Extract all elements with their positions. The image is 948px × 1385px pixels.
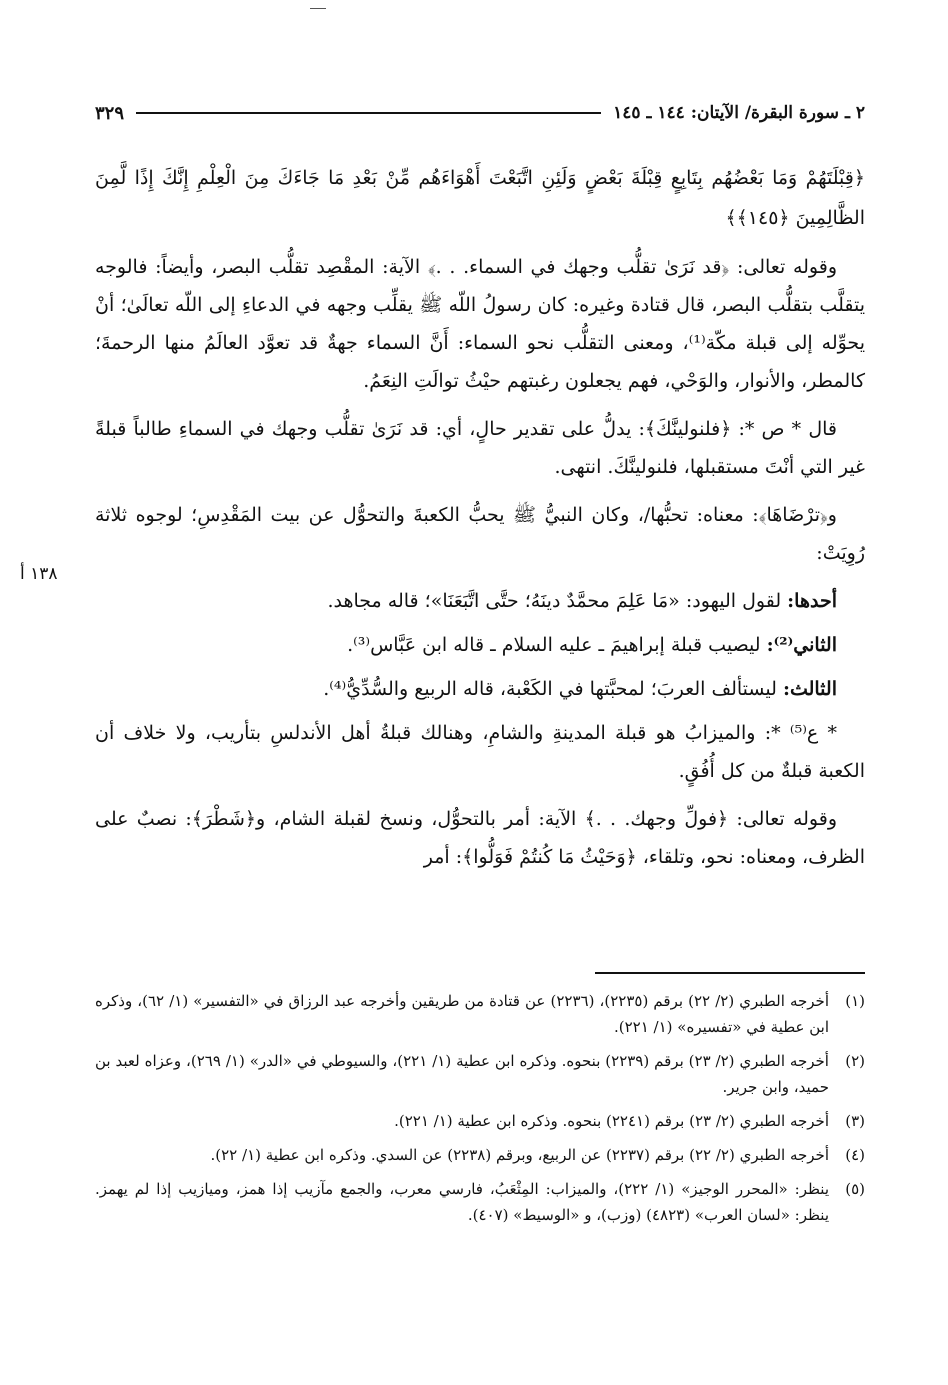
list-item-label: أحدها:: [787, 590, 837, 612]
paragraph-1: وقوله تعالى: ﴿قد نَرَىٰ تقلُّب وجهك في السماء. . .﴾ الآية: المقْصِد تقلُّب البصر، وأيضاً: فالوجه يتقلَّب بتقلُّب البصر، قال قتادة وغيره: كان رسولُ اللّه ﷺ يقلِّب وجهه في الدعاءِ إلى اللّه تعالَىٰ؛ أنْ يحوِّله إلى قبلة مكّة⁽¹⁾، ومعنى التقلُّب نحو السماء: أَنَّ السماء جهةٌ قد تعوَّد العالَمُ منها الرحمةَ؛ كالمطر، والأنوار، والوَحْي، فهم يجعلون رغبتهم حيْثُ توالَتِ النِعَمُ.: [95, 256, 865, 392]
paragraph-4: * ع⁽⁵⁾ *: والميزابُ هو قبلة المدينةِ والشامِ، وهنالك قبلةُ أهل الأندلسِ بتأريب، ولا خلاف أن الكعبة قبلةٌ من كل أُفُقٍ.: [95, 722, 865, 782]
footnote-text: أخرجه الطبري (٢/ ٢٢) برقم (٢٢٣٧) عن الربيع، وبرقم (٢٢٣٨) عن السدي. وذكره ابن عطية (١/ ٢٢).: [210, 1146, 829, 1164]
list-item-text: ليستألف العربَ؛ لمحبَّتها في الكَعْبة، قاله الربيع والسُّدِّيُّ⁽⁴⁾.: [323, 678, 783, 700]
margin-folio-note: ١٣٨ أ: [20, 564, 58, 584]
book-page: [95, 0, 865, 1385]
footnote: [95, 988, 865, 1040]
main-text: [95, 158, 865, 886]
footnote-text: أخرجه الطبري (٢/ ٢٣) برقم (٢٢٤١) بنحوه. وذكره ابن عطية (١/ ٢٢١).: [394, 1112, 829, 1130]
list-item-text: لقول اليهود: «مَا عَلِمَ محمَّدٌ دينَهُ؛ حتَّى اتَّبَعَنَا»؛ قاله مجاهد.: [327, 590, 788, 612]
footnotes: [95, 988, 865, 1236]
footnote-text: أخرجه الطبري (٢/ ٢٢) برقم (٢٢٣٥)، (٢٢٣٦) عن قتادة من طريقين وأخرجه عبد الرزاق في «التفسير» (١/ ٦٢)، وذكره ابن عطية في «تفسيره» (١/ ٢٢١).: [95, 992, 829, 1036]
list-item-text: ليصيب قبلة إبراهيمَ ـ عليه السلام ـ قاله ابن عَبَّاس⁽³⁾.: [347, 634, 767, 656]
paragraph-5: وقوله تعالى: ﴿فولِّ وجهك. . .﴾ الآية: أمر بالتحوُّل، ونسخ لقبلة الشام، و﴿شَطْرَ﴾: نصبٌ على الظرف، ومعناه: نحو، وتلقاء، ﴿وَحَيْثُ مَا كُنتُمْ فَوَلُّوا﴾: أمر: [95, 808, 865, 868]
paragraph-3: و﴿ترْضَاهَا﴾: معناه: تحبُّها/، وكان النبيُّ ﷺ يحبُّ الكعبةَ والتحوُّل عن بيت المَقْدِسِ؛ لوجوه ثلاثة رُوِيَتْ:: [95, 504, 865, 564]
quran-verse: ﴿قِبْلَتَهُمْ وَمَا بَعْضُهُم بِتَابِعٍ قِبْلَةَ بَعْضٍ وَلَئِنِ اتَّبَعْتَ أَهْوَاءَهُم مِّنْ بَعْدِ مَا جَاءَكَ مِنَ الْعِلْمِ إِنَّكَ إِذًا لَّمِنَ الظَّالِمِينَ ﴿١٤٥﴾﴾: [95, 167, 865, 229]
list-item-label: الثالث:: [782, 678, 837, 700]
footnote-separator: [595, 972, 865, 974]
footnote-text: أخرجه الطبري (٢/ ٢٣) برقم (٢٢٣٩) بنحوه. وذكره ابن عطية (١/ ٢٢١)، والسيوطي في «الدر» (١/ ٢٦٩)، وعزاه لعبد بن حميد، وابن جرير.: [95, 1052, 829, 1096]
footnote: [95, 1048, 865, 1100]
footnote-text: ينظر: «المحرر الوجيز» (١/ ٢٢٢)، والميزاب: المِثْعَبُ، فارسي معرب، والجمع مآزيب إذا همز، وميازيب إذا لم يهمز. ينظر: «لسان العرب» (٤٨٢٣) (وزب)، و «الوسيط» (٤٠٧).: [95, 1180, 829, 1224]
header-title: ٢ ـ سورة البقرة/ الآيتان: ١٤٤ ـ ١٤٥: [613, 103, 865, 123]
footnote: [95, 1142, 865, 1168]
footnote-number: (٣): [845, 1112, 865, 1130]
paragraph-2: قال * ص *: ﴿فلنولينَّكَ﴾: يدلُّ على تقدير حالٍ، أي: قد نَرَىٰ تقلُّب وجهك في السماءِ طالباً قبلةً غير التي أنْتَ مستقبلها، فلنولينَّكَ. انتهى.: [95, 418, 865, 478]
footnote: [95, 1176, 865, 1228]
footnote: [95, 1108, 865, 1134]
list-item-label: الثاني⁽²⁾:: [766, 634, 837, 656]
footnote-number: (٢): [845, 1052, 865, 1070]
list-item-3: [95, 670, 865, 708]
page-number: ٣٢٩: [95, 102, 125, 124]
list-item-2: [95, 626, 865, 664]
footnote-number: (١): [845, 992, 865, 1010]
running-header: [95, 98, 865, 128]
footnote-number: (٤): [845, 1146, 865, 1164]
footnote-number: (٥): [845, 1180, 865, 1198]
list-item-1: [95, 582, 865, 620]
header-rule: [136, 112, 601, 114]
